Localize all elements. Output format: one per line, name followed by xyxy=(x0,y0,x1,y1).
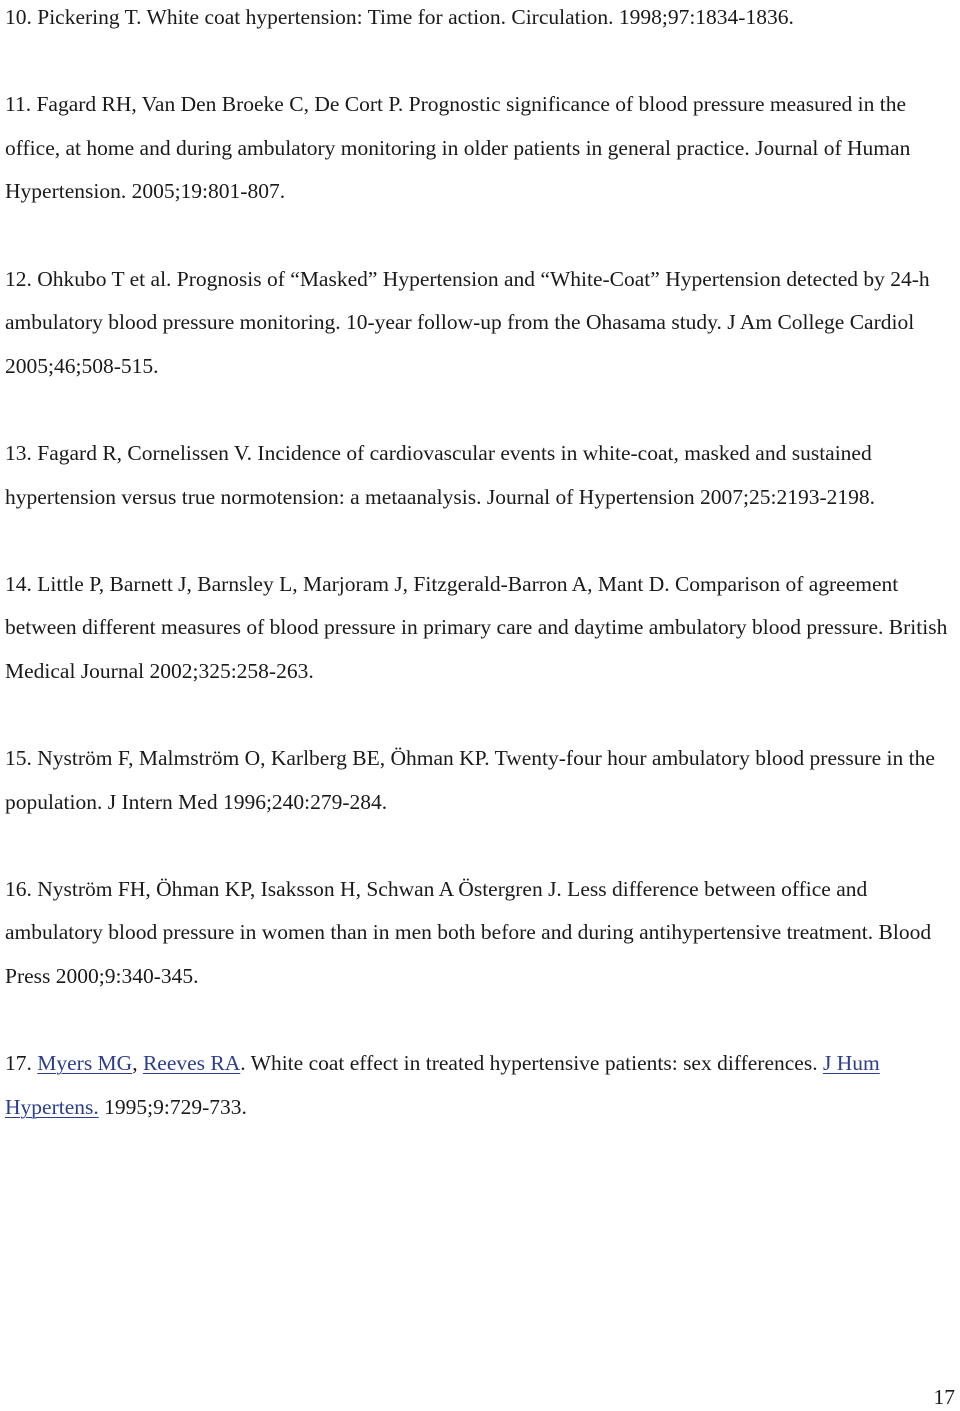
reference-text: Fagard RH, Van Den Broeke C, De Cort P. Prognostic significance of blood pressure measured in the office, at home and during ambulatory monitoring in older patients in general practice. Journal of Human Hypertension. 2005;19:801-807. xyxy=(5,92,911,204)
reference-number: 12. xyxy=(5,266,32,291)
reference-text: Nyström FH, Öhman KP, Isaksson H, Schwan A Östergren J. Less difference between office and ambulatory blood pressure in women than in men both before and during antihypertensive treatment. Blood Press 2000;9:340-345. xyxy=(5,876,932,989)
author-separator: , xyxy=(132,1051,143,1076)
reference-17 xyxy=(5,1042,955,1129)
reference-11 xyxy=(5,83,955,214)
reference-number: 16. xyxy=(5,876,32,901)
reference-text: Little P, Barnett J, Barnsley L, Marjoram J, Fitzgerald-Barron A, Mant D. Comparison of agreement between different measures of blood pressure in primary care and daytime ambulatory blood pressure. British Medical Journal 2002;325:258-263. xyxy=(5,571,948,683)
reference-13 xyxy=(5,432,955,519)
reference-number: 14. xyxy=(5,571,32,596)
reference-number: 10. xyxy=(5,5,32,29)
reference-12 xyxy=(5,258,955,389)
reference-text: . White coat effect in treated hypertensive patients: sex differences. xyxy=(240,1051,823,1076)
reference-number: 15. xyxy=(5,746,32,771)
reference-text: Pickering T. White coat hypertension: Time for action. Circulation. 1998;97:1834-1836. xyxy=(31,5,794,29)
reference-number: 13. xyxy=(5,440,32,465)
reference-text: Ohkubo T et al. Prognosis of “Masked” Hypertension and “White-Coat” Hypertension detected by 24-h ambulatory blood pressure monitoring. 10-year follow-up from the Ohasama study. J Am College Cardiol 2005;46;508-515. xyxy=(5,266,930,378)
reference-text: Nyström F, Malmström O, Karlberg BE, Öhman KP. Twenty-four hour ambulatory blood pressure in the population. J Intern Med 1996;240:279-284. xyxy=(5,746,935,814)
reference-text: Fagard R, Cornelissen V. Incidence of cardiovascular events in white-coat, masked and sustained hypertension versus true normotension: a metaanalysis. Journal of Hypertension 2007;25:2193-2198. xyxy=(5,440,875,509)
page-number: 17 xyxy=(933,1385,955,1409)
journal-link[interactable]: J Hum Hypertens. xyxy=(5,1051,880,1119)
reference-citation: 1995;9:729-733. xyxy=(98,1094,247,1119)
reference-14 xyxy=(5,563,955,694)
reference-number: 17. xyxy=(5,1051,38,1076)
reference-number: 11. xyxy=(5,92,32,117)
reference-15 xyxy=(5,737,955,824)
author-link-reeves[interactable]: Reeves RA xyxy=(142,1051,241,1076)
reference-10 xyxy=(5,0,955,40)
reference-list xyxy=(5,0,955,1173)
author-link-myers[interactable]: Myers MG xyxy=(37,1051,133,1076)
reference-16 xyxy=(5,868,955,999)
